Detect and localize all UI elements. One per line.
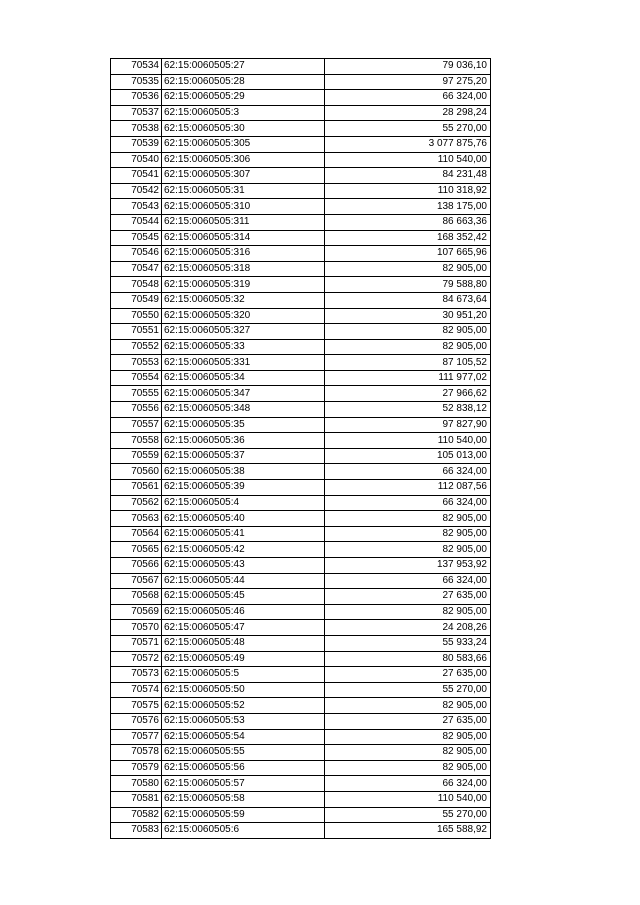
value-cell: 84 231,48 — [325, 168, 491, 184]
value-cell: 79 588,80 — [325, 277, 491, 293]
table-row — [111, 183, 491, 199]
table-row — [111, 495, 491, 511]
cadastral-number-cell: 62:15:0060505:40 — [162, 511, 325, 527]
value-cell: 30 951,20 — [325, 308, 491, 324]
row-number-cell: 70538 — [111, 121, 162, 137]
row-number-cell: 70581 — [111, 791, 162, 807]
table-row — [111, 776, 491, 792]
cadastral-number-cell: 62:15:0060505:44 — [162, 573, 325, 589]
row-number-cell: 70558 — [111, 433, 162, 449]
row-number-cell: 70548 — [111, 277, 162, 293]
cadastral-number-cell: 62:15:0060505:30 — [162, 121, 325, 137]
cadastral-number-cell: 62:15:0060505:53 — [162, 713, 325, 729]
cadastral-number-cell: 62:15:0060505:327 — [162, 324, 325, 340]
value-cell: 82 905,00 — [325, 729, 491, 745]
value-cell: 3 077 875,76 — [325, 136, 491, 152]
row-number-cell: 70554 — [111, 370, 162, 386]
table-row — [111, 745, 491, 761]
row-number-cell: 70573 — [111, 667, 162, 683]
value-cell: 110 540,00 — [325, 791, 491, 807]
table-row — [111, 355, 491, 371]
row-number-cell: 70562 — [111, 495, 162, 511]
value-cell: 82 905,00 — [325, 542, 491, 558]
cadastral-number-cell: 62:15:0060505:36 — [162, 433, 325, 449]
table-row — [111, 199, 491, 215]
value-cell: 84 673,64 — [325, 292, 491, 308]
value-cell: 79 036,10 — [325, 59, 491, 75]
value-cell: 27 635,00 — [325, 589, 491, 605]
cadastral-number-cell: 62:15:0060505:50 — [162, 682, 325, 698]
cadastral-number-cell: 62:15:0060505:41 — [162, 526, 325, 542]
cadastral-number-cell: 62:15:0060505:42 — [162, 542, 325, 558]
cadastral-number-cell: 62:15:0060505:58 — [162, 791, 325, 807]
cadastral-number-cell: 62:15:0060505:314 — [162, 230, 325, 246]
table-row — [111, 214, 491, 230]
value-cell: 110 318,92 — [325, 183, 491, 199]
value-cell: 82 905,00 — [325, 511, 491, 527]
table-row — [111, 136, 491, 152]
row-number-cell: 70576 — [111, 713, 162, 729]
table-row — [111, 261, 491, 277]
table-row — [111, 729, 491, 745]
value-cell: 80 583,66 — [325, 651, 491, 667]
cadastral-number-cell: 62:15:0060505:311 — [162, 214, 325, 230]
row-number-cell: 70583 — [111, 823, 162, 839]
table-row — [111, 386, 491, 402]
value-cell: 27 635,00 — [325, 667, 491, 683]
table-row — [111, 464, 491, 480]
value-cell: 66 324,00 — [325, 464, 491, 480]
row-number-cell: 70571 — [111, 635, 162, 651]
row-number-cell: 70578 — [111, 745, 162, 761]
row-number-cell: 70560 — [111, 464, 162, 480]
value-cell: 82 905,00 — [325, 698, 491, 714]
row-number-cell: 70579 — [111, 760, 162, 776]
cadastral-number-cell: 62:15:0060505:56 — [162, 760, 325, 776]
table-row — [111, 823, 491, 839]
table-row — [111, 604, 491, 620]
cadastral-number-cell: 62:15:0060505:310 — [162, 199, 325, 215]
table-row — [111, 339, 491, 355]
table-row — [111, 402, 491, 418]
value-cell: 82 905,00 — [325, 604, 491, 620]
value-cell: 111 977,02 — [325, 370, 491, 386]
row-number-cell: 70569 — [111, 604, 162, 620]
table-row — [111, 292, 491, 308]
value-cell: 82 905,00 — [325, 760, 491, 776]
table-row — [111, 417, 491, 433]
cadastral-number-cell: 62:15:0060505:4 — [162, 495, 325, 511]
table-row — [111, 667, 491, 683]
row-number-cell: 70555 — [111, 386, 162, 402]
table-row — [111, 635, 491, 651]
row-number-cell: 70575 — [111, 698, 162, 714]
row-number-cell: 70550 — [111, 308, 162, 324]
cadastral-number-cell: 62:15:0060505:28 — [162, 74, 325, 90]
row-number-cell: 70564 — [111, 526, 162, 542]
row-number-cell: 70547 — [111, 261, 162, 277]
value-cell: 97 827,90 — [325, 417, 491, 433]
cadastral-number-cell: 62:15:0060505:55 — [162, 745, 325, 761]
value-cell: 82 905,00 — [325, 526, 491, 542]
value-cell: 52 838,12 — [325, 402, 491, 418]
cadastral-number-cell: 62:15:0060505:52 — [162, 698, 325, 714]
row-number-cell: 70546 — [111, 246, 162, 262]
cadastral-number-cell: 62:15:0060505:38 — [162, 464, 325, 480]
row-number-cell: 70536 — [111, 90, 162, 106]
table-row — [111, 59, 491, 75]
table-row — [111, 589, 491, 605]
cadastral-number-cell: 62:15:0060505:29 — [162, 90, 325, 106]
row-number-cell: 70545 — [111, 230, 162, 246]
table-row — [111, 168, 491, 184]
cadastral-number-cell: 62:15:0060505:37 — [162, 448, 325, 464]
cadastral-number-cell: 62:15:0060505:348 — [162, 402, 325, 418]
cadastral-number-cell: 62:15:0060505:32 — [162, 292, 325, 308]
value-cell: 82 905,00 — [325, 339, 491, 355]
table-row — [111, 121, 491, 137]
value-cell: 165 588,92 — [325, 823, 491, 839]
row-number-cell: 70582 — [111, 807, 162, 823]
row-number-cell: 70563 — [111, 511, 162, 527]
row-number-cell: 70565 — [111, 542, 162, 558]
value-cell: 66 324,00 — [325, 573, 491, 589]
row-number-cell: 70566 — [111, 558, 162, 574]
cadastral-number-cell: 62:15:0060505:59 — [162, 807, 325, 823]
row-number-cell: 70580 — [111, 776, 162, 792]
table-row — [111, 105, 491, 121]
value-cell: 168 352,42 — [325, 230, 491, 246]
row-number-cell: 70557 — [111, 417, 162, 433]
row-number-cell: 70577 — [111, 729, 162, 745]
cadastral-number-cell: 62:15:0060505:307 — [162, 168, 325, 184]
row-number-cell: 70574 — [111, 682, 162, 698]
row-number-cell: 70543 — [111, 199, 162, 215]
value-cell: 66 324,00 — [325, 90, 491, 106]
table-row — [111, 620, 491, 636]
cadastral-number-cell: 62:15:0060505:47 — [162, 620, 325, 636]
table-row — [111, 760, 491, 776]
table-row — [111, 230, 491, 246]
value-cell: 138 175,00 — [325, 199, 491, 215]
row-number-cell: 70572 — [111, 651, 162, 667]
value-cell: 112 087,56 — [325, 480, 491, 496]
value-cell: 97 275,20 — [325, 74, 491, 90]
row-number-cell: 70534 — [111, 59, 162, 75]
table-row — [111, 246, 491, 262]
row-number-cell: 70541 — [111, 168, 162, 184]
cadastral-number-cell: 62:15:0060505:319 — [162, 277, 325, 293]
cadastral-number-cell: 62:15:0060505:316 — [162, 246, 325, 262]
table-row — [111, 713, 491, 729]
cadastral-number-cell: 62:15:0060505:46 — [162, 604, 325, 620]
row-number-cell: 70542 — [111, 183, 162, 199]
table-row — [111, 791, 491, 807]
cadastral-value-table — [110, 58, 491, 839]
cadastral-number-cell: 62:15:0060505:35 — [162, 417, 325, 433]
table-row — [111, 698, 491, 714]
cadastral-number-cell: 62:15:0060505:318 — [162, 261, 325, 277]
cadastral-number-cell: 62:15:0060505:331 — [162, 355, 325, 371]
table-row — [111, 526, 491, 542]
value-cell: 82 905,00 — [325, 324, 491, 340]
value-cell: 137 953,92 — [325, 558, 491, 574]
cadastral-number-cell: 62:15:0060505:27 — [162, 59, 325, 75]
table-row — [111, 542, 491, 558]
row-number-cell: 70537 — [111, 105, 162, 121]
table-row — [111, 558, 491, 574]
cadastral-number-cell: 62:15:0060505:45 — [162, 589, 325, 605]
value-cell: 66 324,00 — [325, 776, 491, 792]
value-cell: 27 966,62 — [325, 386, 491, 402]
value-cell: 55 270,00 — [325, 807, 491, 823]
row-number-cell: 70540 — [111, 152, 162, 168]
table-row — [111, 90, 491, 106]
row-number-cell: 70553 — [111, 355, 162, 371]
table-row — [111, 682, 491, 698]
row-number-cell: 70549 — [111, 292, 162, 308]
row-number-cell: 70551 — [111, 324, 162, 340]
cadastral-number-cell: 62:15:0060505:6 — [162, 823, 325, 839]
table-row — [111, 480, 491, 496]
row-number-cell: 70570 — [111, 620, 162, 636]
cadastral-number-cell: 62:15:0060505:54 — [162, 729, 325, 745]
cadastral-number-cell: 62:15:0060505:320 — [162, 308, 325, 324]
cadastral-number-cell: 62:15:0060505:31 — [162, 183, 325, 199]
table-row — [111, 324, 491, 340]
cadastral-number-cell: 62:15:0060505:33 — [162, 339, 325, 355]
cadastral-number-cell: 62:15:0060505:347 — [162, 386, 325, 402]
table-row — [111, 448, 491, 464]
table-body — [111, 59, 491, 839]
table-row — [111, 277, 491, 293]
cadastral-number-cell: 62:15:0060505:306 — [162, 152, 325, 168]
value-cell: 110 540,00 — [325, 152, 491, 168]
row-number-cell: 70539 — [111, 136, 162, 152]
row-number-cell: 70552 — [111, 339, 162, 355]
cadastral-number-cell: 62:15:0060505:39 — [162, 480, 325, 496]
table-row — [111, 74, 491, 90]
table-row — [111, 308, 491, 324]
cadastral-number-cell: 62:15:0060505:49 — [162, 651, 325, 667]
table-row — [111, 511, 491, 527]
cadastral-number-cell: 62:15:0060505:43 — [162, 558, 325, 574]
cadastral-number-cell: 62:15:0060505:48 — [162, 635, 325, 651]
value-cell: 82 905,00 — [325, 745, 491, 761]
table-row — [111, 152, 491, 168]
table-row — [111, 807, 491, 823]
value-cell: 87 105,52 — [325, 355, 491, 371]
value-cell: 82 905,00 — [325, 261, 491, 277]
row-number-cell: 70544 — [111, 214, 162, 230]
value-cell: 110 540,00 — [325, 433, 491, 449]
cadastral-number-cell: 62:15:0060505:5 — [162, 667, 325, 683]
value-cell: 105 013,00 — [325, 448, 491, 464]
cadastral-number-cell: 62:15:0060505:34 — [162, 370, 325, 386]
row-number-cell: 70556 — [111, 402, 162, 418]
row-number-cell: 70559 — [111, 448, 162, 464]
table-row — [111, 573, 491, 589]
row-number-cell: 70561 — [111, 480, 162, 496]
value-cell: 55 270,00 — [325, 682, 491, 698]
table-row — [111, 433, 491, 449]
value-cell: 27 635,00 — [325, 713, 491, 729]
value-cell: 86 663,36 — [325, 214, 491, 230]
value-cell: 28 298,24 — [325, 105, 491, 121]
value-cell: 55 270,00 — [325, 121, 491, 137]
value-cell: 107 665,96 — [325, 246, 491, 262]
table-row — [111, 651, 491, 667]
value-cell: 55 933,24 — [325, 635, 491, 651]
cadastral-number-cell: 62:15:0060505:305 — [162, 136, 325, 152]
row-number-cell: 70568 — [111, 589, 162, 605]
row-number-cell: 70535 — [111, 74, 162, 90]
row-number-cell: 70567 — [111, 573, 162, 589]
cadastral-number-cell: 62:15:0060505:3 — [162, 105, 325, 121]
value-cell: 66 324,00 — [325, 495, 491, 511]
table-row — [111, 370, 491, 386]
value-cell: 24 208,26 — [325, 620, 491, 636]
cadastral-number-cell: 62:15:0060505:57 — [162, 776, 325, 792]
